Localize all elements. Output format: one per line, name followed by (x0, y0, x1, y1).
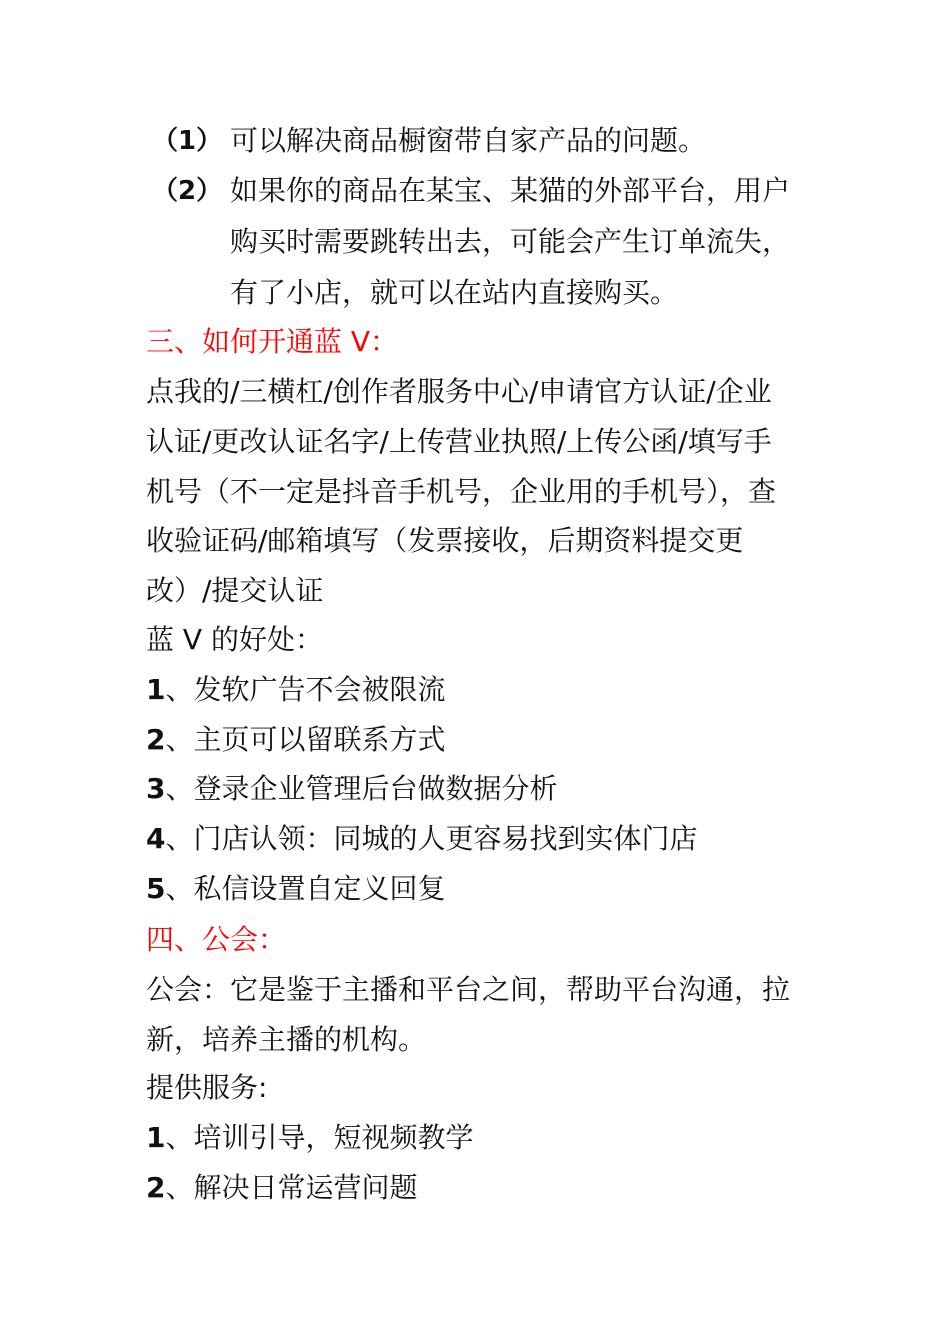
steps-line-1: 点我的/三横杠/创作者服务中心/申请官方认证/企业 (146, 375, 772, 408)
item-text-2-line-3: 有了小店，就可以在站内直接购买。 (230, 276, 679, 309)
service-text: 、解决日常运营问题 (165, 1171, 418, 1204)
benefit-text: 、登录企业管理后台做数据分析 (165, 772, 558, 805)
benefit-number: 4 (146, 822, 166, 855)
services-title: 提供服务: (146, 1071, 268, 1104)
section-3-heading: 三、如何开通蓝 V： (146, 325, 399, 358)
benefit-number: 5 (146, 872, 166, 905)
service-item-2 (146, 1171, 826, 1205)
benefit-item-5 (146, 872, 826, 906)
steps-line-5: 改）/提交认证 (146, 574, 324, 607)
steps-line-2: 认证/更改认证名字/上传营业执照/上传公函/填写手 (146, 425, 772, 458)
item-text-1-line-1: 可以解决商品橱窗带自家产品的问题。 (230, 124, 707, 157)
item-text-2-line-1: 如果你的商品在某宝、某猫的外部平台，用户 (230, 174, 791, 207)
steps-line-4: 收验证码/邮箱填写（发票接收，后期资料提交更 (146, 524, 744, 557)
benefit-item-1 (146, 673, 826, 707)
section-4-heading: 四、公会： (146, 923, 287, 956)
steps-line-3: 机号（不一定是抖音手机号，企业用的手机号），查 (146, 475, 777, 508)
benefit-item-3 (146, 772, 826, 806)
service-number: 2 (146, 1171, 166, 1204)
benefit-item-4 (146, 822, 826, 856)
service-text: 、培训引导，短视频教学 (165, 1121, 474, 1154)
benefit-text: 、主页可以留联系方式 (165, 723, 446, 756)
service-item-1 (146, 1121, 826, 1155)
item-text-2-line-2: 购买时需要跳转出去，可能会产生订单流失， (230, 225, 791, 258)
benefit-text: 、门店认领：同城的人更容易找到实体门店 (165, 822, 698, 855)
service-number: 1 (146, 1121, 166, 1154)
benefit-number: 2 (146, 723, 166, 756)
definition-line-1: 公会：它是鉴于主播和平台之间，帮助平台沟通，拉 (146, 973, 791, 1006)
benefit-text: 、发软广告不会被限流 (165, 673, 446, 706)
definition-line-2: 新，培养主播的机构。 (146, 1023, 427, 1056)
item-number-2: （2） (152, 176, 223, 206)
benefit-number: 3 (146, 772, 166, 805)
benefit-text: 、私信设置自定义回复 (165, 872, 446, 905)
benefits-title: 蓝 V 的好处： (146, 623, 323, 656)
item-number-1: （1） (152, 126, 223, 156)
benefit-item-2 (146, 723, 826, 757)
benefit-number: 1 (146, 673, 166, 706)
